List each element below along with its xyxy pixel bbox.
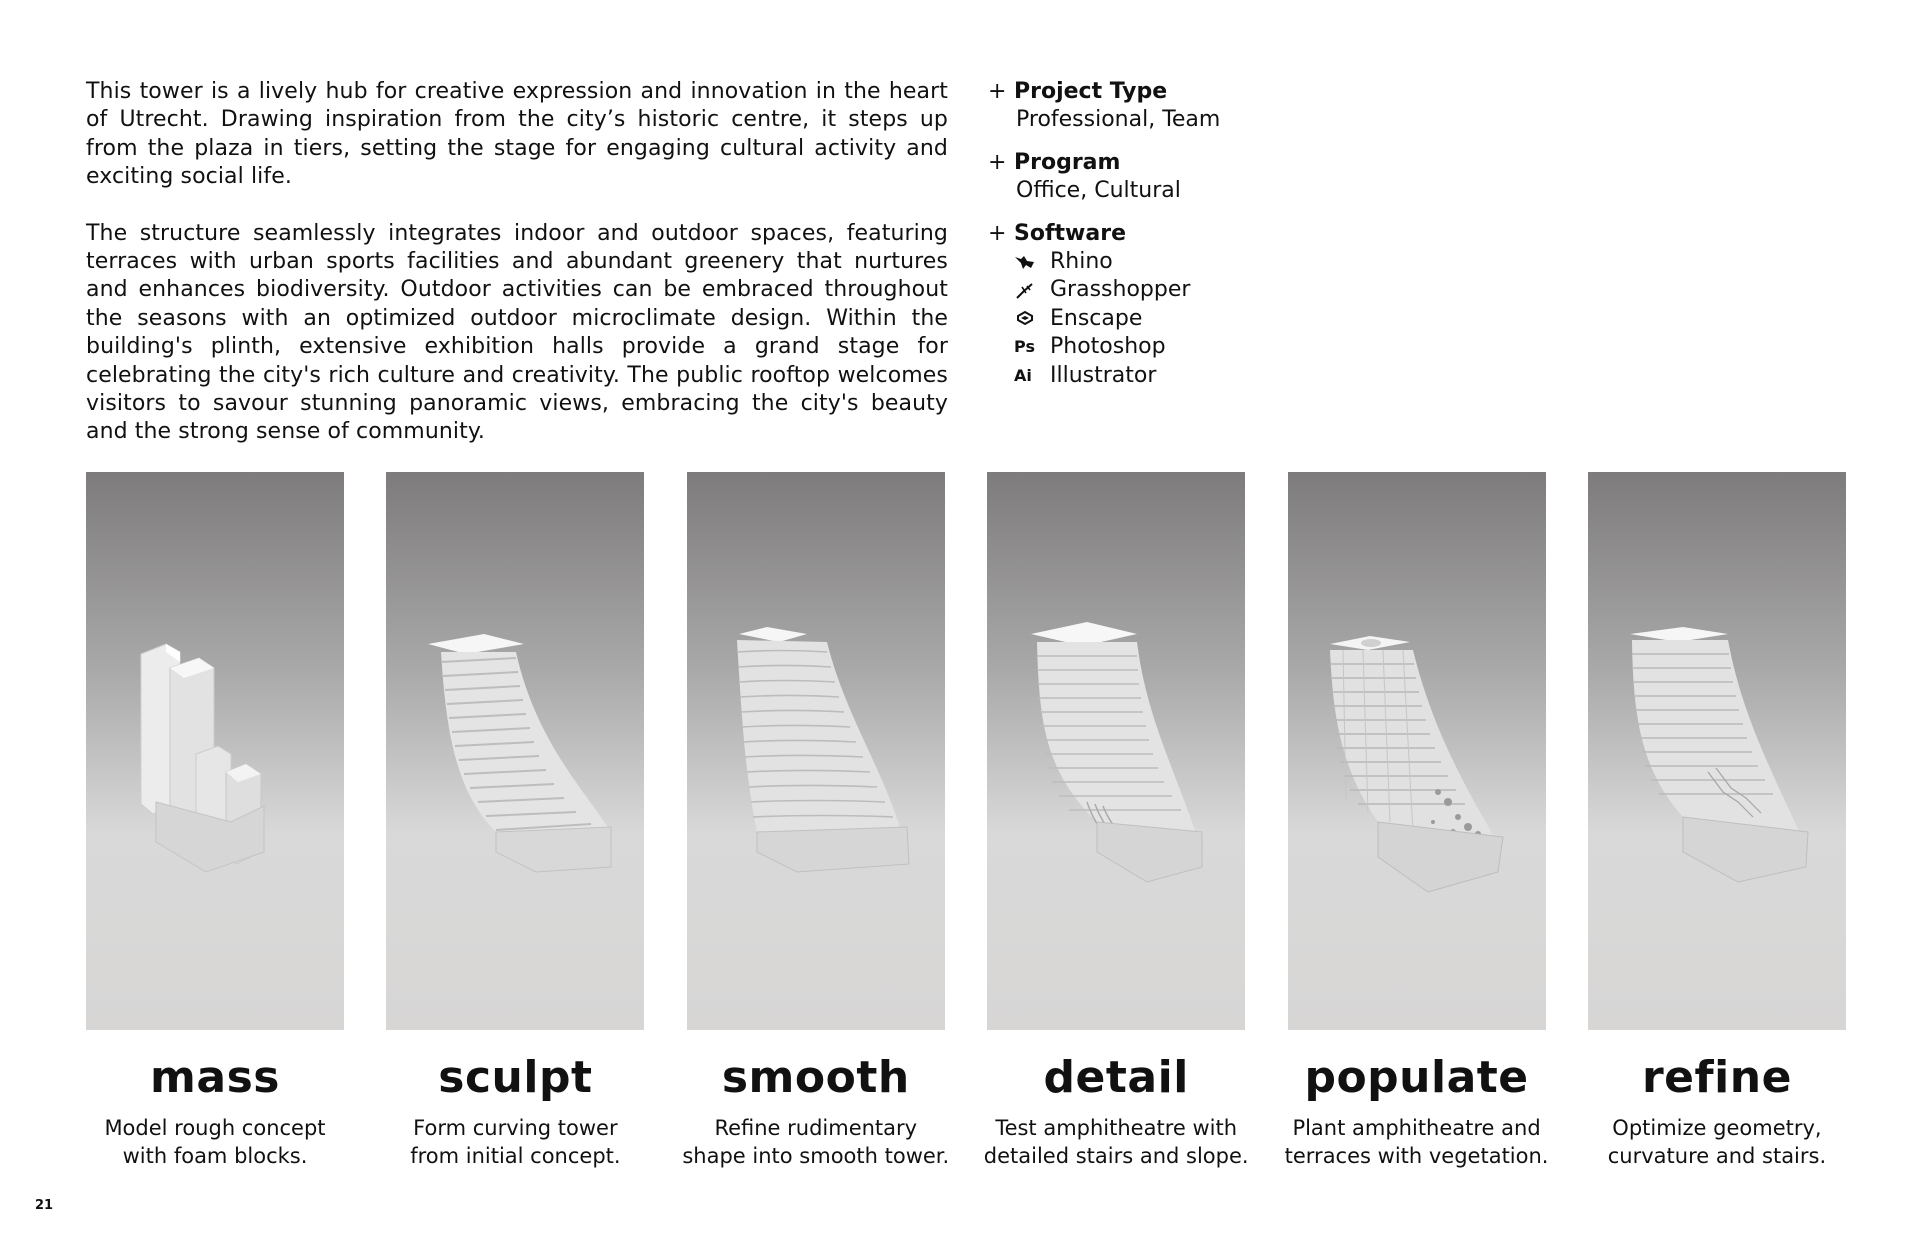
software-item-enscape	[988, 305, 1408, 333]
stage-photo-mass	[86, 472, 344, 1030]
stage-title: sculpt	[438, 1052, 593, 1103]
program-value: Office, Cultural	[1016, 178, 1181, 204]
project-type-group	[988, 78, 1408, 135]
stage-card-smooth	[682, 472, 950, 1170]
grasshopper-icon	[1014, 282, 1050, 300]
stage-title: populate	[1304, 1052, 1529, 1103]
stage-title: detail	[1043, 1052, 1189, 1103]
plus-icon: +	[988, 149, 1007, 175]
stage-photo-sculpt	[386, 472, 644, 1030]
program-group	[988, 149, 1408, 206]
project-description	[86, 78, 948, 475]
software-name: Rhino	[1050, 249, 1113, 275]
stage-description: Optimize geometry, curvature and stairs.	[1607, 1116, 1827, 1168]
stage-photo-smooth	[687, 472, 945, 1030]
software-item-grasshopper	[988, 276, 1408, 304]
stage-photo-detail	[987, 472, 1245, 1030]
program-label: Program	[1014, 149, 1121, 175]
stage-card-refine	[1588, 472, 1846, 1170]
description-paragraph-1: This tower is a lively hub for creative expression and innovation in the heart of Utrecht. Drawing inspiration from the city’s historic centre, it steps up from the plaza in tiers, setting the stage for engaging cultural activity and exciting social life.	[86, 79, 948, 190]
stage-card-populate	[1284, 472, 1549, 1170]
software-name: Grasshopper	[1050, 277, 1191, 303]
software-label: Software	[1014, 220, 1126, 246]
stage-title: mass	[150, 1052, 280, 1103]
rhino-icon	[1014, 253, 1050, 271]
project-meta	[988, 78, 1408, 404]
page-number: 21	[35, 1198, 54, 1213]
software-name: Photoshop	[1050, 334, 1166, 360]
photoshop-icon: Ps	[1014, 337, 1035, 357]
stage-description: Plant amphitheatre and terraces with vegetation.	[1284, 1116, 1549, 1168]
stage-photo-populate	[1288, 472, 1546, 1030]
software-group	[988, 220, 1408, 390]
plus-icon: +	[988, 220, 1007, 246]
software-item-illustrator	[988, 362, 1408, 390]
stage-photo-refine	[1588, 472, 1846, 1030]
plus-icon: +	[988, 79, 1007, 104]
description-paragraph-2: The structure seamlessly integrates indoor and outdoor spaces, featuring terraces with urban sports facilities and abundant greenery that nurtures and enhances biodiversity. Outdoor activities can be embraced throughout the seasons with an optimized outdoor microclimate design. Within the building's plinth, extensive exhibition halls provide a grand stage for celebrating the city's rich culture and creativity. The public rooftop welcomes visitors to savour stunning panoramic views, embracing the city's beauty and the strong sense of community.	[86, 220, 948, 445]
stage-card-mass	[86, 472, 344, 1170]
stage-title: smooth	[721, 1052, 910, 1103]
enscape-icon	[1014, 310, 1050, 328]
stage-description: Test amphitheatre with detailed stairs and slope.	[983, 1116, 1249, 1168]
software-name: Enscape	[1050, 305, 1143, 331]
design-stages-gallery	[86, 472, 1846, 1170]
software-name: Illustrator	[1050, 362, 1157, 388]
project-type-value: Professional, Team	[1016, 107, 1221, 133]
stage-description: Model rough concept with foam blocks.	[104, 1116, 326, 1168]
stage-description: Refine rudimentary shape into smooth tower.	[682, 1116, 950, 1168]
illustrator-icon: Ai	[1014, 365, 1032, 385]
software-item-rhino	[988, 248, 1408, 276]
stage-card-detail	[983, 472, 1249, 1170]
stage-title: refine	[1641, 1052, 1792, 1103]
stage-card-sculpt	[386, 472, 644, 1170]
software-item-photoshop	[988, 333, 1408, 361]
stage-description: Form curving tower from initial concept.	[410, 1116, 621, 1168]
project-type-label: Project Type	[1014, 79, 1168, 104]
